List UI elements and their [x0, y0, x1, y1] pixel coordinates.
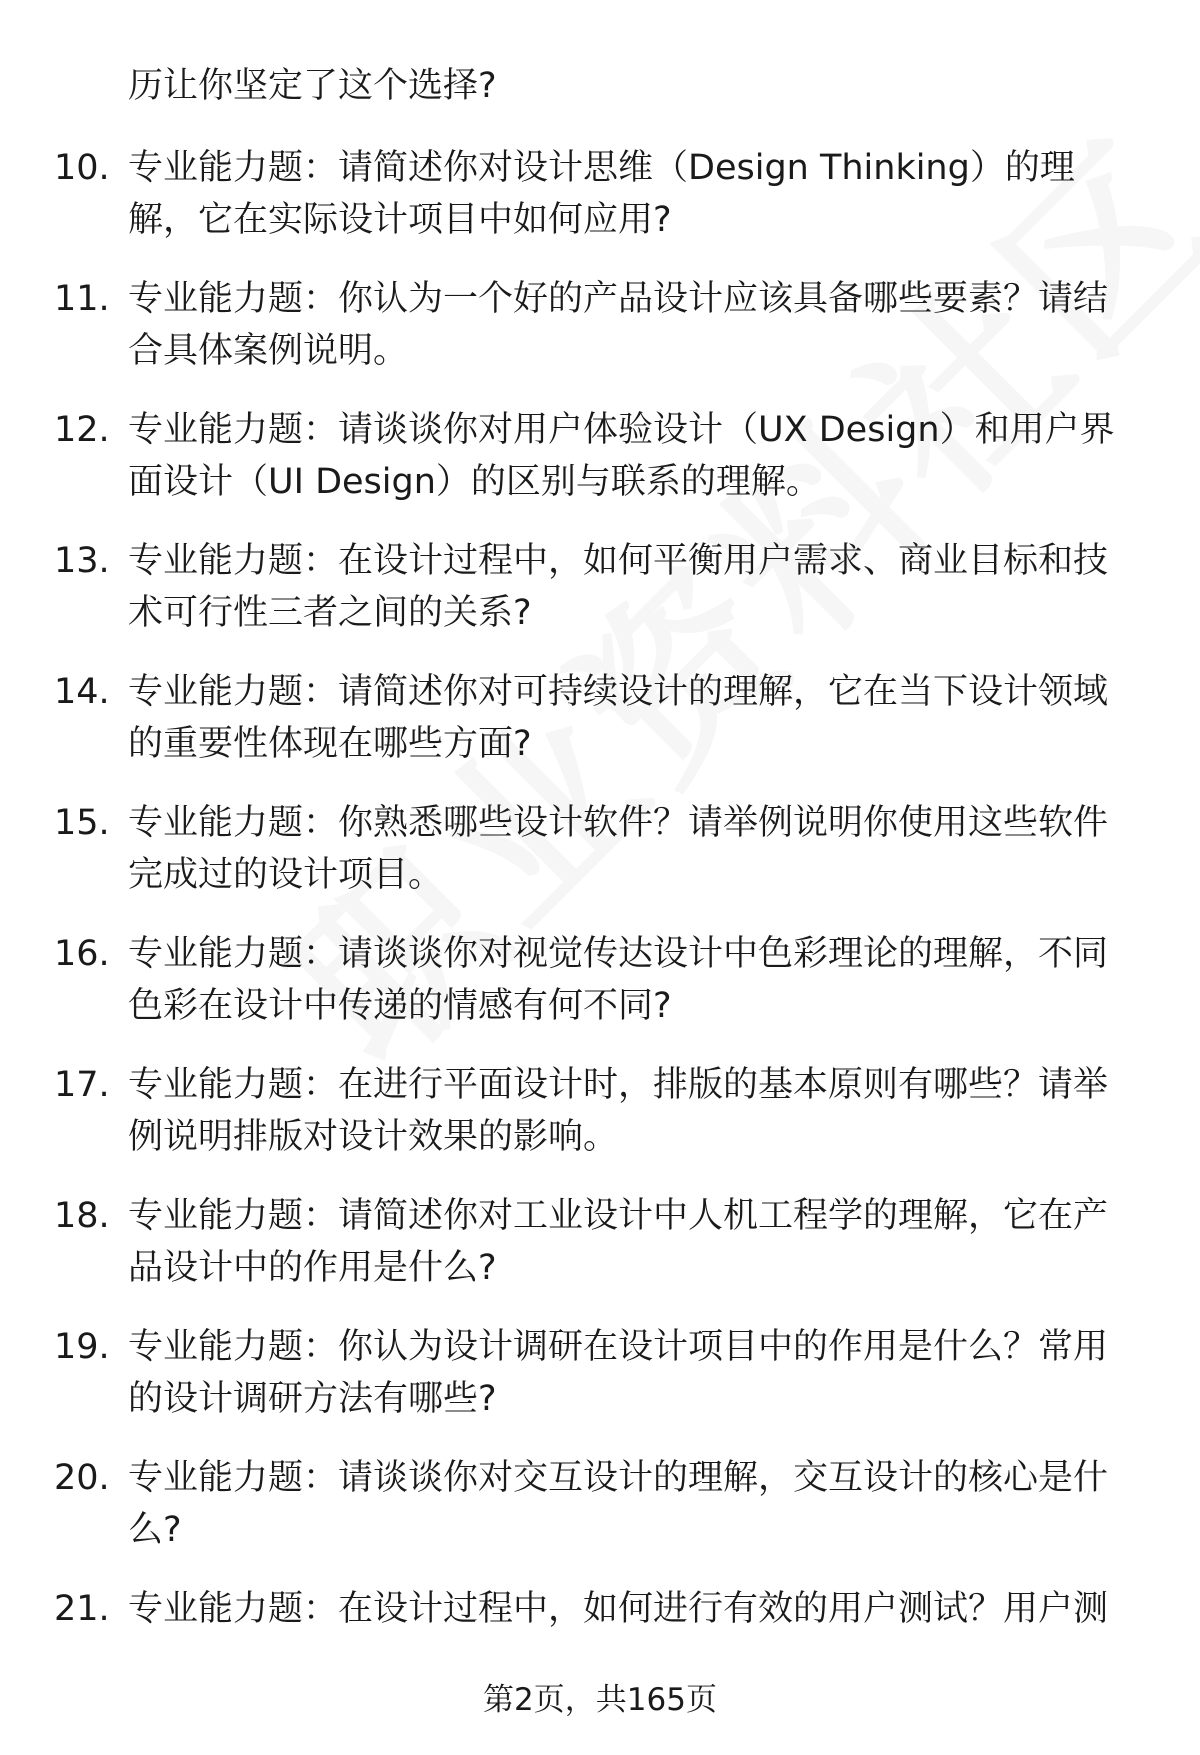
question-line: 例说明排版对设计效果的影响。 — [128, 1117, 619, 1157]
question-line: 专业能力题：你熟悉哪些设计软件？请举例说明你使用这些软件 — [128, 803, 1109, 843]
question-number: 14. — [54, 672, 110, 712]
question-item — [0, 1452, 1200, 1583]
question-line: 色彩在设计中传递的情感有何不同? — [128, 986, 672, 1026]
question-text — [128, 273, 1138, 377]
question-line: 解，它在实际设计项目中如何应用? — [128, 200, 672, 240]
question-line: 合具体案例说明。 — [128, 331, 409, 371]
question-item — [0, 1190, 1200, 1321]
question-text — [128, 1190, 1138, 1294]
question-number: 13. — [54, 541, 110, 581]
question-line: 专业能力题：请谈谈你对视觉传达设计中色彩理论的理解，不同 — [128, 934, 1109, 974]
question-text — [128, 797, 1138, 901]
question-line: 的重要性体现在哪些方面? — [128, 724, 532, 764]
question-item — [0, 666, 1200, 797]
question-line: 的设计调研方法有哪些? — [128, 1379, 497, 1419]
question-line: 么? — [128, 1510, 182, 1550]
question-number: 12. — [54, 410, 110, 450]
question-line: 专业能力题：请简述你对可持续设计的理解，它在当下设计领域 — [128, 672, 1109, 712]
question-number: 11. — [54, 279, 110, 319]
question-line: 面设计（UI Design）的区别与联系的理解。 — [128, 462, 821, 502]
question-item — [0, 535, 1200, 666]
question-text — [128, 1452, 1138, 1556]
question-line: 专业能力题：你认为设计调研在设计项目中的作用是什么？常用 — [128, 1327, 1109, 1367]
question-number: 20. — [54, 1458, 110, 1498]
question-item — [0, 142, 1200, 273]
question-line: 专业能力题：请简述你对设计思维（Design Thinking）的理 — [128, 148, 1075, 188]
question-text — [128, 1583, 1138, 1635]
question-line: 专业能力题：请谈谈你对用户体验设计（UX Design）和用户界 — [128, 410, 1115, 450]
question-number: 19. — [54, 1327, 110, 1367]
question-line: 术可行性三者之间的关系? — [128, 593, 532, 633]
question-text — [128, 666, 1138, 770]
question-item — [0, 404, 1200, 535]
question-item — [0, 273, 1200, 404]
question-text — [128, 928, 1138, 1032]
question-text — [128, 404, 1138, 508]
question-line: 专业能力题：在设计过程中，如何进行有效的用户测试？用户测 — [128, 1589, 1109, 1629]
question-line: 专业能力题：在进行平面设计时，排版的基本原则有哪些？请举 — [128, 1065, 1109, 1105]
question-text — [128, 535, 1138, 639]
question-text — [128, 142, 1138, 246]
question-item — [0, 1059, 1200, 1190]
question-number: 17. — [54, 1065, 110, 1105]
question-line: 专业能力题：请谈谈你对交互设计的理解，交互设计的核心是什 — [128, 1458, 1109, 1498]
question-item — [0, 928, 1200, 1059]
page-footer: 第2页，共165页 — [483, 1682, 717, 1718]
continued-question-text: 历让你坚定了这个选择? — [128, 66, 497, 106]
question-line: 专业能力题：在设计过程中，如何平衡用户需求、商业目标和技 — [128, 541, 1109, 581]
question-line: 专业能力题：请简述你对工业设计中人机工程学的理解，它在产 — [128, 1196, 1109, 1236]
question-number: 18. — [54, 1196, 110, 1236]
question-item — [0, 1321, 1200, 1452]
question-number: 15. — [54, 803, 110, 843]
question-text — [128, 1059, 1138, 1163]
question-line: 专业能力题：你认为一个好的产品设计应该具备哪些要素？请结 — [128, 279, 1109, 319]
question-number: 21. — [54, 1589, 110, 1629]
question-item — [0, 797, 1200, 928]
question-number: 10. — [54, 148, 110, 188]
question-line: 品设计中的作用是什么? — [128, 1248, 497, 1288]
question-list — [0, 142, 1200, 1714]
question-text — [128, 1321, 1138, 1425]
question-number: 16. — [54, 934, 110, 974]
question-line: 完成过的设计项目。 — [128, 855, 444, 895]
